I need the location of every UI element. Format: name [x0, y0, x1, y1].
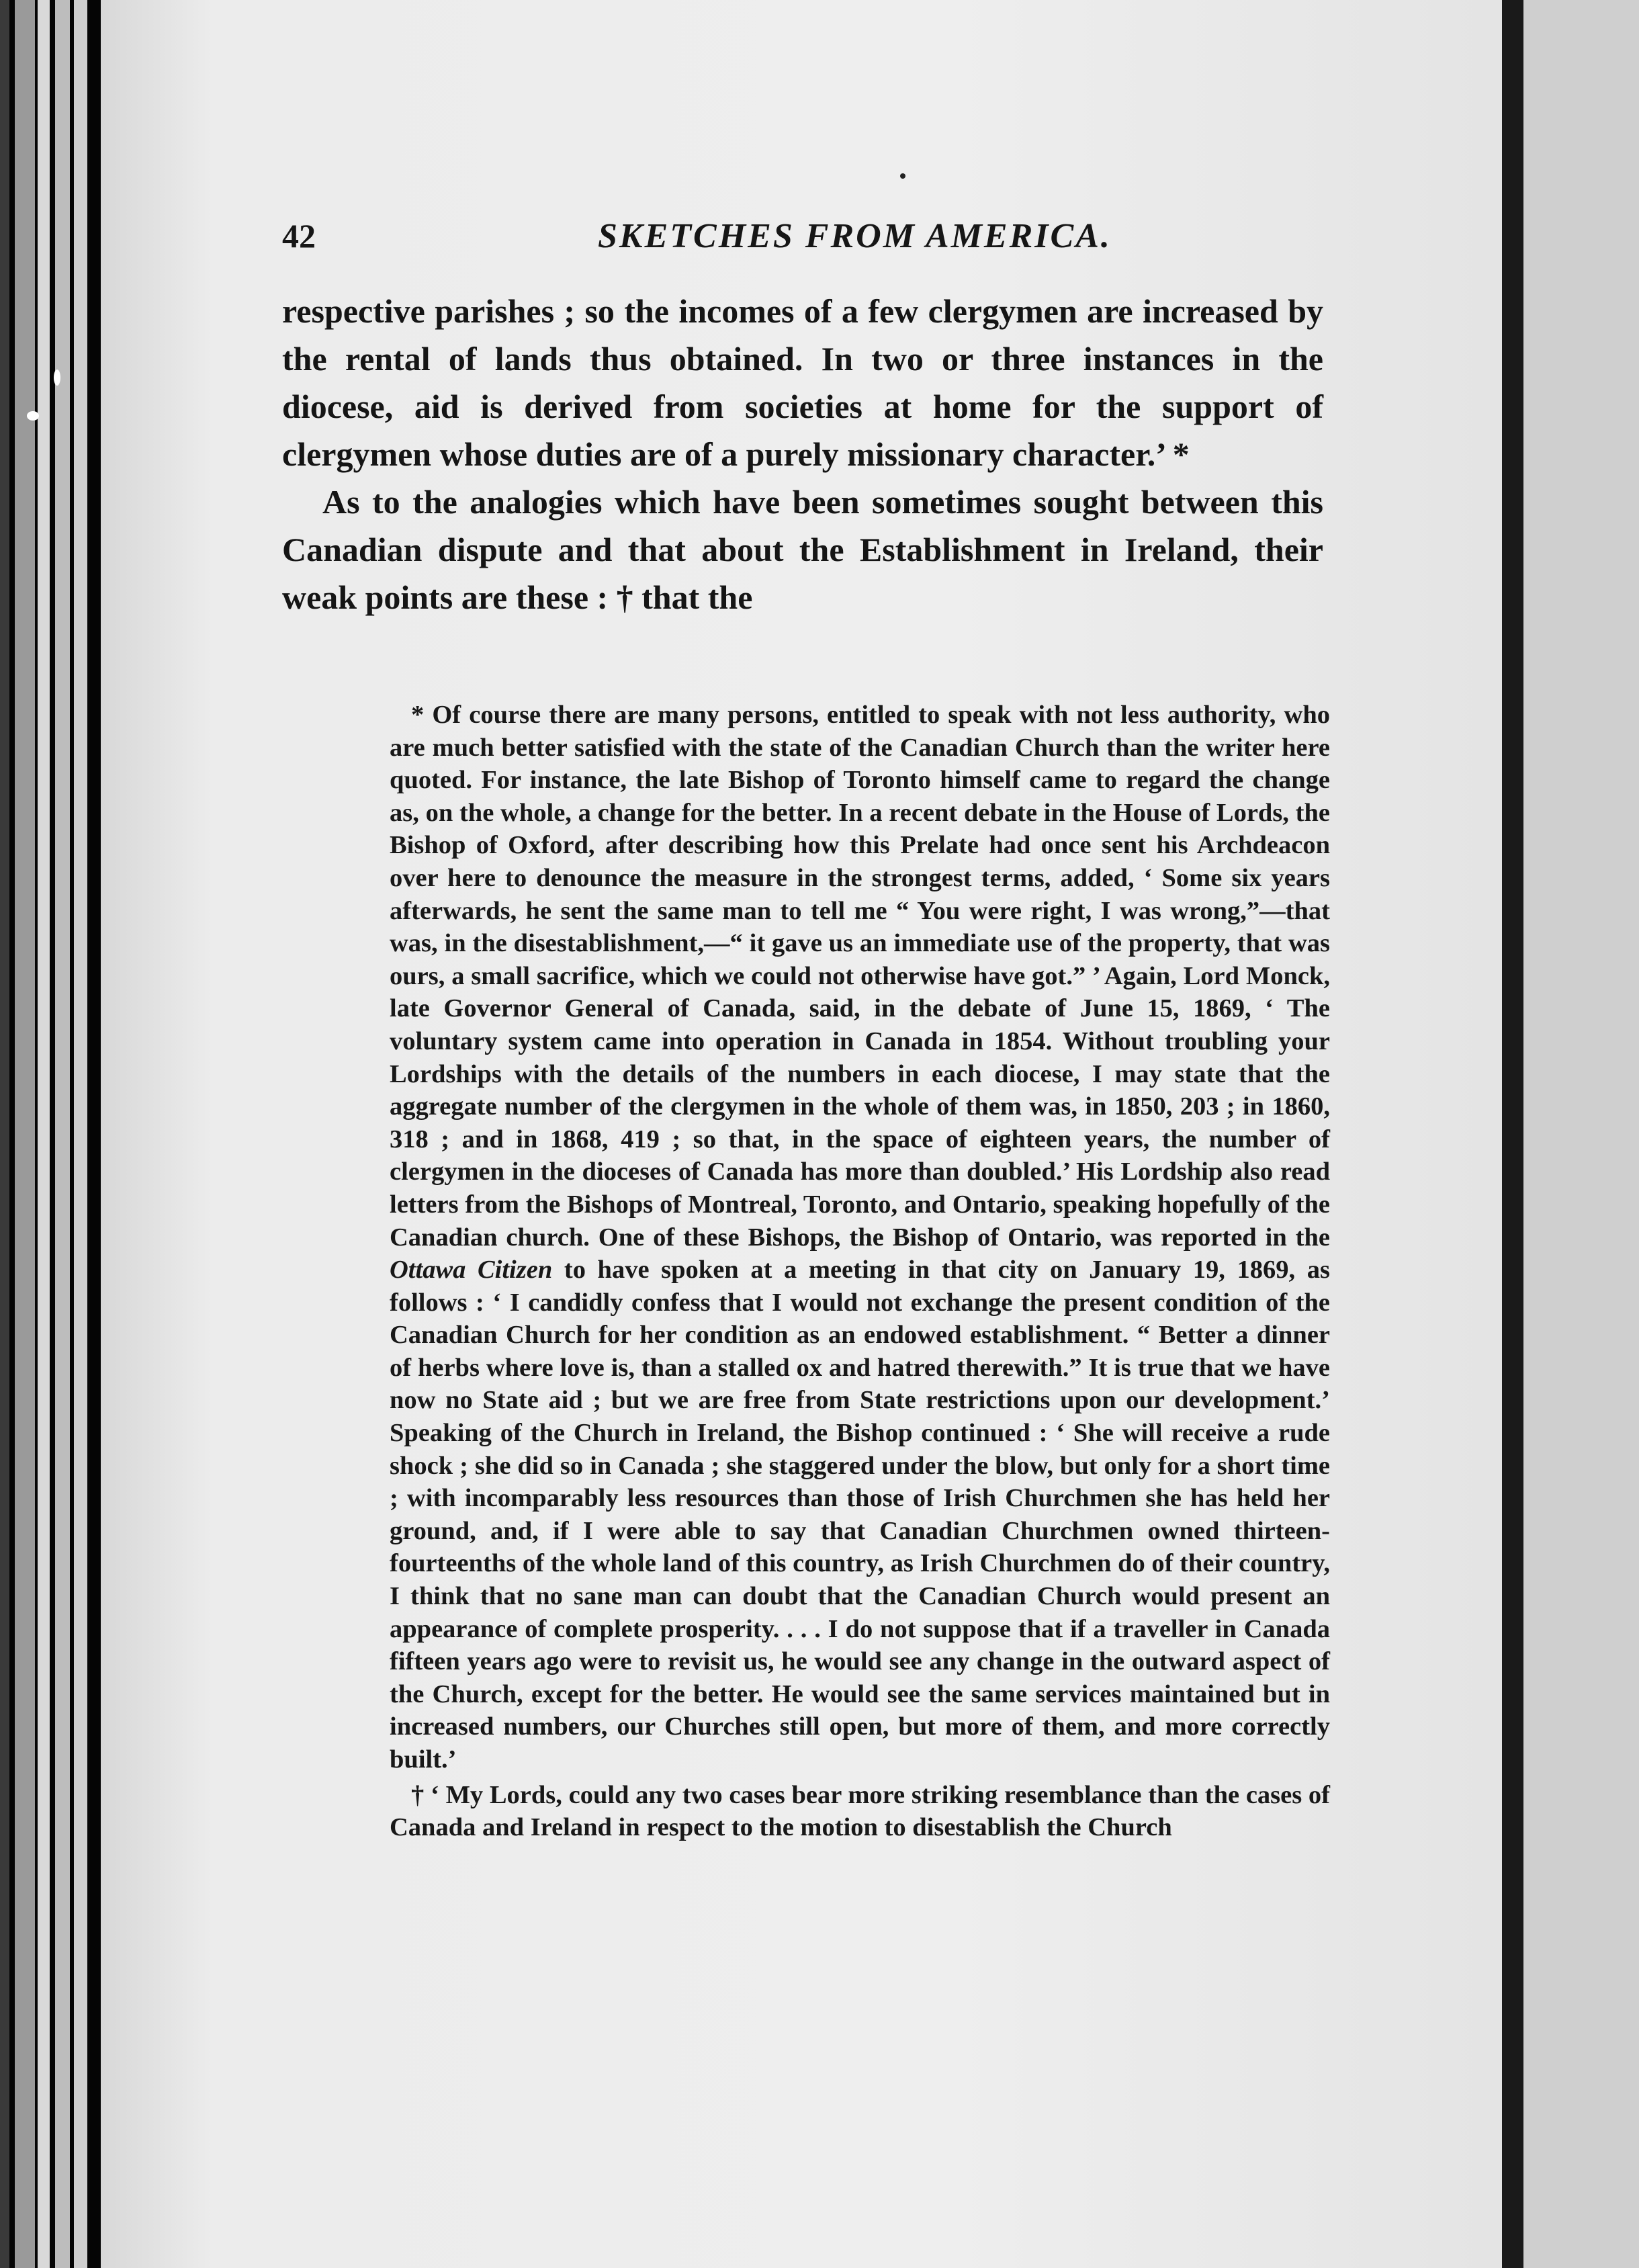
book-edge [74, 0, 87, 2268]
next-page-edge [1523, 0, 1639, 2268]
paragraph: As to the analogies which have been sometimes sought between this Canadian dispute and that about the Establishment in Ireland, their weak points are these : † that the [282, 483, 1323, 616]
book-edge [55, 0, 70, 2268]
page-number: 42 [282, 217, 316, 255]
footnote-text: to have spoken at a meeting in that city on January 19, 1869, as follows : ‘ I candidly confess that I would not exchange the present condition of the Canadian Church for her condition as an endowed establishment. “ Better a dinner of herbs where love is, than a stalled ox and hatred therewith.” It is true that we have now no State aid ; but we are free from State restrictions upon our development.’ Speaking of the Church in Ireland, the Bishop continued : ‘ She will receive a rude shock ; she did so in Canada ; she staggered under the blow, but only for a short time ; with incomparably less resources than those of Irish Churchmen she has held her ground, and, if I were able to say that Canadian Churchmen owned thirteen-fourteenths of the whole land of this country, as Irish Churchmen do of their country, I think that no sane man can doubt that the Canadian Church would present an appearance of complete prosperity. . . . I do not suppose that if a traveller in Canada fifteen years ago were to revisit us, he would see any change in the outward aspect of the Church, except for the better. He would see the same services maintained but in increased numbers, our Churches still open, but more of them, and more correctly built.’ [390, 1256, 1331, 1774]
footnote [390, 699, 1330, 1776]
footnotes [390, 699, 1330, 1844]
book-edge [38, 0, 50, 2268]
footnote-text: * Of course there are many persons, entitled to speak with not less authority, who are much better satisfied with the state of the Canadian Church than the writer here quoted. For instance, the late Bishop of Toronto himself came to regard the change as, on the whole, a change for the better. In a recent debate in the House of Lords, the Bishop of Oxford, after describing how this Prelate had once sent his Archdeacon over here to denounce the measure in the strongest terms, added, ‘ Some six years afterwards, he sent the same man to tell me “ You were right, I was wrong,”—that was, in the disestablishment,—“ it gave us an immediate use of the property, that was ours, a small sacrifice, which we could not otherwise have got.” ’ Again, Lord Monck, late Governor General of Canada, said, in the debate of June 15, 1869, ‘ The voluntary system came into operation in Canada in 1854. Without troubling your Lordships with the details of the numbers in each diocese, I may state that the aggregate number of the clergymen in the whole of them was, in 1850, 203 ; in 1860, 318 ; and in 1868, 419 ; so that, in the space of eighteen years, the number of clergymen in the dioceses of Canada has more than doubled.’ His Lordship also read letters from the Bishops of Montreal, Toronto, and Ontario, speaking hopefully of the Canadian church. One of these Bishops, the Bishop of Ontario, was reported in the [390, 701, 1330, 1252]
scan-speck [27, 411, 39, 421]
paragraph: respective parishes ; so the incomes of a few clergymen are increased by the rental of lands thus obtained. In two or three instances in the diocese, aid is derived from societies at home for the support of clergymen whose duties are of a purely missionary character.’ * [282, 292, 1323, 473]
footnote: † ‘ My Lords, could any two cases bear more striking resemblance than the cases of Canada and Ireland in respect to the motion to disestablish the Church [390, 1780, 1330, 1842]
scan-speck [900, 173, 905, 179]
page-gutter-shadow [1502, 0, 1526, 2268]
newspaper-title: Ottawa Citizen [390, 1256, 553, 1284]
scan-speck [54, 369, 60, 386]
main-text [282, 288, 1323, 621]
book-edge [15, 0, 35, 2268]
page-header [282, 216, 1330, 270]
book-edge [0, 0, 9, 2268]
running-title: SKETCHES FROM AMERICA. [598, 217, 1112, 255]
